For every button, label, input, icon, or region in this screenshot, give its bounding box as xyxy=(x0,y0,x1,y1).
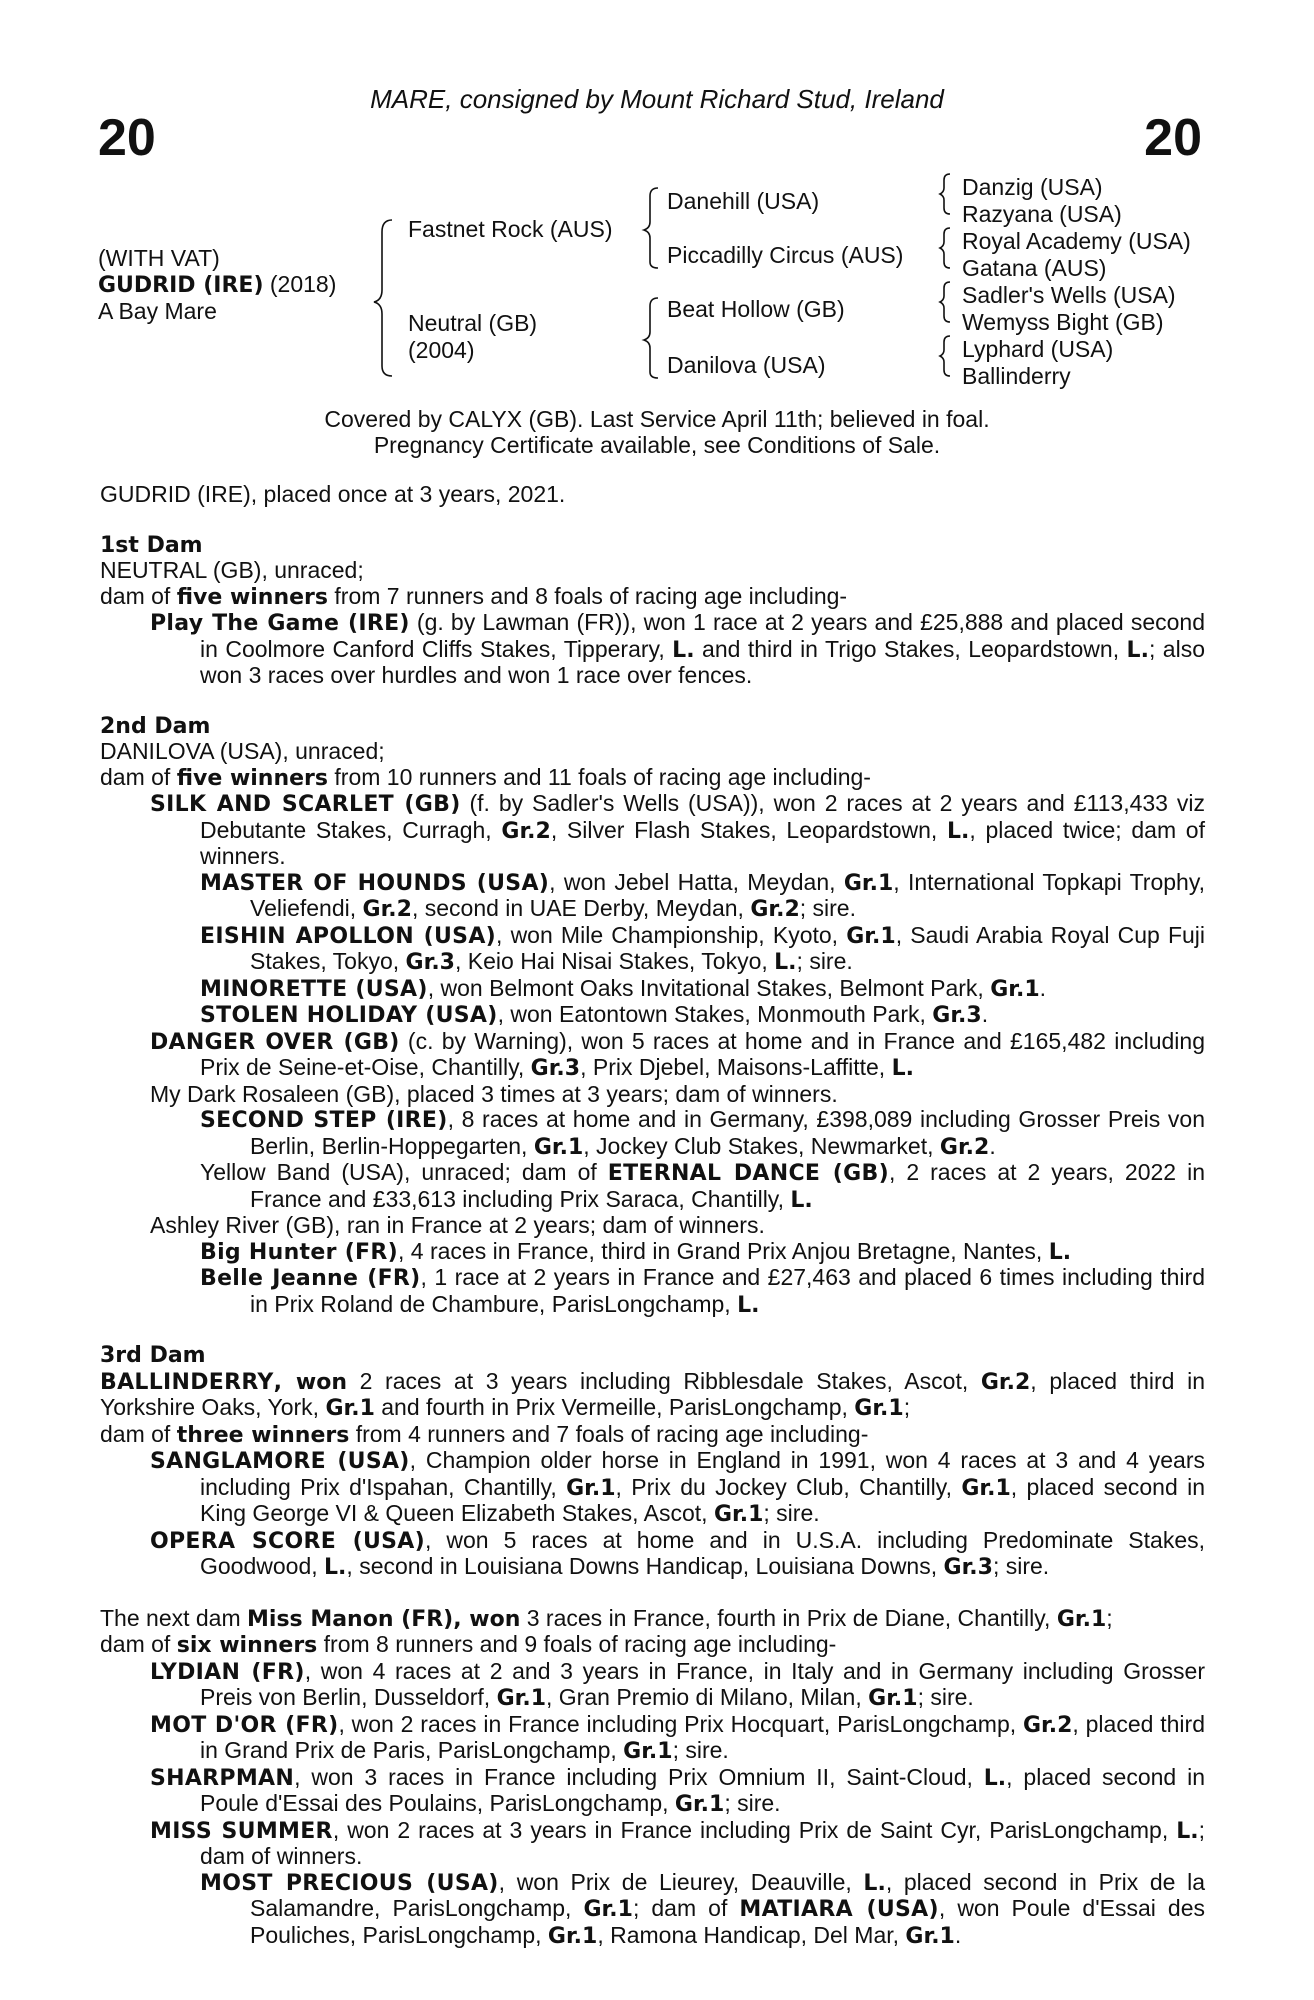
second-dam-heading: 2nd Dam xyxy=(100,713,211,739)
text-run: L. xyxy=(324,1555,347,1580)
text-run: Belle Jeanne (FR) xyxy=(200,1266,421,1291)
text-run: ETERNAL DANCE (GB) xyxy=(607,1161,889,1186)
third-dam-produce xyxy=(100,1422,1205,1449)
text-run: L. xyxy=(863,1870,886,1896)
text-run: , won xyxy=(273,1369,347,1395)
text-run: MISS SUMMER xyxy=(150,1818,333,1844)
text-run: L. xyxy=(737,1292,760,1318)
brace-g1 xyxy=(940,174,950,214)
pregnancy-line: Pregnancy Certificate available, see Conditions of Sale. xyxy=(373,432,941,458)
gg-2: Razyana (USA) xyxy=(962,201,1122,227)
text-run: , won 4 races at 2 and 3 years in France, in Italy and in Germany including Grosser Preis von Berlin, Dusseldorf, xyxy=(200,1657,1205,1710)
text-run: Gr.1 xyxy=(868,1686,918,1711)
text-run: MINORETTE (USA) xyxy=(200,976,428,1002)
text-run: Gr.1 xyxy=(961,1475,1011,1501)
lot-number-right: 20 xyxy=(1144,109,1202,167)
text-run: , Saudi Arabia Royal Cup Fuji Stakes, Tokyo, xyxy=(250,921,1206,974)
text-run: Gr.1 xyxy=(1056,1606,1107,1632)
text-run: Gr.1 xyxy=(623,1739,673,1764)
text-run: . xyxy=(981,1001,989,1027)
text-run: and third in Trigo Stakes, Leopardstown, xyxy=(694,635,1127,662)
master-of-hounds-entry xyxy=(100,870,1205,923)
stolen-holiday-entry xyxy=(100,1002,1205,1029)
brace-g2 xyxy=(940,228,950,268)
text-run: ; sire. xyxy=(796,948,853,974)
text-run: Gr.1 xyxy=(990,976,1040,1002)
text-run: L. xyxy=(891,1056,914,1081)
text-run: from 10 runners and 11 foals of racing age including- xyxy=(328,763,871,790)
first-dam-line: NEUTRAL (GB), unraced; xyxy=(100,557,364,583)
text-run: , 1 race at 2 years in France and £27,463 and placed 6 times including third in Prix Roland de Chambure, ParisLongchamp, xyxy=(250,1264,1205,1317)
text-run: , placed second in Prix de la Salamandre, ParisLongchamp, xyxy=(250,1868,1206,1921)
text-run: MATIARA (USA) xyxy=(739,1897,939,1922)
brace-main xyxy=(374,220,392,376)
text-run: 2 races at 3 years including Ribblesdale Stakes, Ascot, xyxy=(347,1367,981,1394)
text-run: ; xyxy=(903,1394,911,1420)
text-run: The next dam xyxy=(100,1604,248,1631)
second-dam-produce xyxy=(100,765,1205,792)
text-run: ; also won 3 races over hurdles and won 1 race over fences. xyxy=(200,635,1205,688)
horse-name: GUDRID (IRE) xyxy=(98,273,264,298)
lydian-entry xyxy=(100,1659,1205,1712)
text-run: , won Jebel Hatta, Meydan, xyxy=(549,868,844,895)
silk-and-scarlet-entry xyxy=(100,791,1205,870)
text-run: Gr.3 xyxy=(932,1003,982,1028)
text-run: L. xyxy=(946,818,970,844)
text-run: , won Belmont Oaks Invitational Stakes, Belmont Park, xyxy=(427,974,991,1001)
text-run: , won 5 races at home and in U.S.A. including Predominate Stakes, Goodwood, xyxy=(200,1526,1206,1579)
text-run: , placed third in Grand Prix de Paris, ParisLongchamp, xyxy=(200,1710,1205,1763)
dam: Neutral (GB) xyxy=(408,310,538,336)
text-run: Gr.1 xyxy=(674,1792,725,1817)
gg-3: Royal Academy (USA) xyxy=(962,228,1191,254)
text-run: Gr.1 xyxy=(325,1396,375,1421)
dam-dam: Danilova (USA) xyxy=(667,352,826,378)
text-run: L. xyxy=(790,1187,813,1213)
ballinderry-entry xyxy=(100,1369,1205,1422)
text-run: Gr.2 xyxy=(362,897,412,922)
gg-7: Lyphard (USA) xyxy=(962,336,1114,362)
text-run: . xyxy=(1039,974,1047,1001)
text-run: ; sire. xyxy=(672,1737,729,1763)
text-run: ; sire. xyxy=(763,1500,820,1526)
text-run: EISHIN APOLLON (USA) xyxy=(200,923,497,949)
brace-g3 xyxy=(940,282,950,322)
mot-dor-entry xyxy=(100,1712,1205,1765)
text-run: dam of xyxy=(100,1631,177,1657)
text-run: Play The Game (IRE) xyxy=(150,611,410,636)
text-run: Gr.1 xyxy=(566,1475,616,1501)
sanglamore-entry xyxy=(100,1448,1205,1528)
danger-over-entry xyxy=(100,1029,1205,1082)
text-run: Gr.1 xyxy=(533,1134,584,1160)
text-run: ; dam of winners. xyxy=(200,1816,1205,1869)
most-precious-entry xyxy=(100,1870,1205,1950)
text-run: , won 2 races in France including Prix Hocquart, ParisLongchamp, xyxy=(338,1710,1023,1737)
my-dark-rosaleen-entry: My Dark Rosaleen (GB), placed 3 times at 3 years; dam of winners. xyxy=(150,1080,838,1107)
text-run: Gr.1 xyxy=(496,1686,547,1711)
brace-g4 xyxy=(940,336,950,376)
text-run: Gr.1 xyxy=(905,1923,955,1949)
text-run: Gr.2 xyxy=(750,897,800,922)
text-run: Gr.3 xyxy=(405,950,455,975)
miss-summer-entry xyxy=(100,1818,1205,1870)
next-dam-produce xyxy=(100,1632,1205,1659)
vat-note: (WITH VAT) xyxy=(98,245,220,271)
text-run: Gr.1 xyxy=(713,1502,764,1527)
text-run: OPERA SCORE (USA) xyxy=(150,1528,425,1554)
text-run: , won Poule d'Essai des Pouliches, ParisLongchamp, xyxy=(250,1895,1205,1948)
text-run: , placed twice; dam of winners. xyxy=(200,816,1205,869)
text-run: from 4 runners and 7 foals of racing age including- xyxy=(349,1420,869,1447)
text-run: L. xyxy=(1126,637,1149,663)
first-dam-heading: 1st Dam xyxy=(100,532,203,558)
text-run: Gr.2 xyxy=(939,1134,990,1160)
yellow-band-entry xyxy=(100,1160,1205,1213)
text-run: three winners xyxy=(176,1422,350,1448)
text-run: L. xyxy=(672,637,695,663)
text-run: Gr.2 xyxy=(980,1369,1031,1395)
text-run: SANGLAMORE (USA) xyxy=(150,1449,410,1474)
text-run: Gr.2 xyxy=(1022,1712,1073,1738)
text-run: from 7 runners and 8 foals of racing age including- xyxy=(328,582,848,609)
text-run: , placed second in King George VI & Queen Elizabeth Stakes, Ascot, xyxy=(200,1473,1206,1526)
text-run: . xyxy=(954,1921,962,1948)
text-run: , 4 races in France, third in Grand Prix Anjou Bretagne, Nantes, xyxy=(397,1237,1049,1264)
text-run: five winners xyxy=(176,765,329,791)
text-run: , placed second in Poule d'Essai des Poulains, ParisLongchamp, xyxy=(200,1763,1205,1816)
ashley-river-entry: Ashley River (GB), ran in France at 2 years; dam of winners. xyxy=(150,1212,765,1238)
sharpman-entry xyxy=(100,1765,1205,1818)
text-run: Gr.1 xyxy=(854,1396,904,1421)
text-run: DANGER OVER (GB) xyxy=(150,1029,400,1055)
text-run: SILK AND SCARLET (GB) xyxy=(150,792,461,817)
text-run: five winners xyxy=(176,584,329,610)
text-run: Gr.1 xyxy=(846,923,896,949)
text-run: Gr.1 xyxy=(547,1923,598,1949)
text-run: , second in Louisiana Downs Handicap, Louisiana Downs, xyxy=(346,1553,944,1579)
gg-1: Danzig (USA) xyxy=(962,174,1103,200)
text-run: Gr.1 xyxy=(843,870,894,896)
text-run: , Ramona Handicap, Del Mar, xyxy=(597,1921,906,1948)
text-run: , International Topkapi Trophy, Veliefendi, xyxy=(250,868,1205,921)
pedigree-braces xyxy=(0,0,1314,400)
horse-description: A Bay Mare xyxy=(98,298,217,324)
text-run: MOT D'OR (FR) xyxy=(150,1712,339,1738)
text-run: , won Prix de Lieurey, Deauville, xyxy=(498,1868,864,1895)
text-run: SECOND STEP (IRE) xyxy=(200,1108,448,1133)
sire: Fastnet Rock (AUS) xyxy=(408,216,613,242)
text-run: STOLEN HOLIDAY (USA) xyxy=(200,1003,498,1028)
sire-sire: Danehill (USA) xyxy=(667,188,820,214)
text-run: MASTER OF HOUNDS (USA) xyxy=(200,870,550,896)
brace-sire xyxy=(644,188,658,268)
text-run: from 8 runners and 9 foals of racing age including- xyxy=(317,1631,837,1657)
covered-line: Covered by CALYX (GB). Last Service April 11th; believed in foal. xyxy=(324,406,990,432)
dam-year: (2004) xyxy=(408,337,475,363)
text-run: Yellow Band (USA), unraced; dam of xyxy=(200,1159,608,1185)
text-run: Gr.1 xyxy=(583,1897,633,1922)
text-run: dam of xyxy=(100,763,177,790)
text-run: (g. by Lawman (FR)), won 1 race at 2 years and £25,888 and placed second in Coolmore Canford Cliffs Stakes, Tipperary, xyxy=(200,609,1205,662)
text-run: ; sire. xyxy=(799,895,856,921)
first-dam-produce xyxy=(100,584,1205,611)
text-run: , Jockey Club Stakes, Newmarket, xyxy=(583,1132,940,1159)
belle-jeanne-entry xyxy=(100,1265,1205,1318)
text-run: , 2 races at 2 years, 2022 in France and £33,613 including Prix Saraca, Chantilly, xyxy=(250,1159,1205,1212)
gg-5: Sadler's Wells (USA) xyxy=(962,282,1176,308)
play-the-game-entry xyxy=(100,610,1205,689)
text-run: dam of xyxy=(100,582,177,609)
text-run: and fourth in Prix Vermeille, ParisLongchamp, xyxy=(374,1394,855,1420)
dam-sire: Beat Hollow (GB) xyxy=(667,296,845,322)
text-run: Gr.2 xyxy=(501,818,551,844)
text-run: SHARPMAN xyxy=(150,1765,295,1791)
text-run: , Gran Premio di Milano, Milan, xyxy=(546,1684,869,1710)
minorette-entry xyxy=(100,976,1205,1003)
text-run: L. xyxy=(983,1765,1007,1791)
consignment-line: MARE, consigned by Mount Richard Stud, Ireland xyxy=(370,84,944,114)
text-run: Big Hunter (FR) xyxy=(200,1239,398,1265)
text-run: , 8 races at home and in Germany, £398,089 including Grosser Preis von Berlin, Berlin-Hoppegarten, xyxy=(250,1106,1205,1159)
catalogue-body xyxy=(100,482,1205,1949)
text-run: LYDIAN (FR) xyxy=(150,1659,305,1685)
text-run: L. xyxy=(774,950,797,975)
eishin-apollon-entry xyxy=(100,923,1205,976)
text-run: BALLINDERRY xyxy=(100,1369,274,1395)
big-hunter-entry xyxy=(100,1239,1205,1266)
text-run: , won 2 races at 3 years in France including Prix de Saint Cyr, ParisLongchamp, xyxy=(332,1816,1177,1843)
sire-dam: Piccadilly Circus (AUS) xyxy=(667,242,904,268)
text-run: six winners xyxy=(176,1633,318,1658)
race-record: GUDRID (IRE), placed once at 3 years, 2021. xyxy=(100,481,566,507)
second-dam-line: DANILOVA (USA), unraced; xyxy=(100,738,385,764)
text-run: 3 races in France, fourth in Prix de Diane, Chantilly, xyxy=(520,1604,1057,1631)
text-run: , Prix du Jockey Club, Chantilly, xyxy=(615,1473,962,1500)
text-run: (c. by Warning), won 5 races at home and in France and £165,482 including Prix de Seine-et-Oise, Chantilly, xyxy=(200,1027,1205,1080)
text-run: , won 3 races in France including Prix Omnium II, Saint-Cloud, xyxy=(294,1763,984,1790)
horse-year: (2018) xyxy=(269,271,337,297)
gg-8: Ballinderry xyxy=(962,363,1071,389)
text-run: , Keio Hai Nisai Stakes, Tokyo, xyxy=(454,948,775,974)
text-run: ; dam of xyxy=(632,1895,740,1921)
text-run: Gr.3 xyxy=(530,1056,581,1081)
text-run: L. xyxy=(1176,1818,1199,1844)
lot-number-left: 20 xyxy=(98,109,156,167)
text-run: Miss Manon (FR) xyxy=(247,1606,454,1632)
text-run: , second in UAE Derby, Meydan, xyxy=(411,895,751,921)
text-run: , placed third in Yorkshire Oaks, York, xyxy=(100,1367,1205,1420)
text-run: L. xyxy=(1048,1239,1072,1265)
opera-score-entry xyxy=(100,1528,1205,1581)
text-run: dam of xyxy=(100,1420,177,1447)
text-run: , won Mile Championship, Kyoto, xyxy=(496,921,847,948)
second-step-entry xyxy=(100,1107,1205,1160)
third-dam-heading: 3rd Dam xyxy=(100,1343,206,1368)
text-run: ; sire. xyxy=(992,1553,1050,1579)
text-run: , Champion older horse in England in 1991, won 4 races at 3 and 4 years including Prix d'Ispahan, Chantilly, xyxy=(200,1447,1205,1500)
gg-4: Gatana (AUS) xyxy=(962,255,1107,281)
text-run: (f. by Sadler's Wells (USA)), won 2 races at 2 years and £113,433 viz Debutante Stakes, Curragh, xyxy=(200,790,1205,843)
text-run: Gr.3 xyxy=(943,1555,993,1580)
text-run: MOST PRECIOUS (USA) xyxy=(200,1870,499,1896)
gg-6: Wemyss Bight (GB) xyxy=(962,309,1164,335)
text-run: ; sire. xyxy=(917,1684,974,1710)
text-run: , Prix Djebel, Maisons-Laffitte, xyxy=(580,1054,892,1080)
text-run: . xyxy=(989,1132,996,1159)
brace-dam xyxy=(644,298,658,378)
text-run: ; xyxy=(1106,1604,1113,1631)
text-run: ; sire. xyxy=(724,1790,781,1816)
text-run: , Silver Flash Stakes, Leopardstown, xyxy=(550,816,947,843)
next-dam-entry xyxy=(100,1606,1205,1633)
text-run: , won xyxy=(453,1606,521,1632)
text-run: , won Eatontown Stakes, Monmouth Park, xyxy=(497,1001,933,1027)
